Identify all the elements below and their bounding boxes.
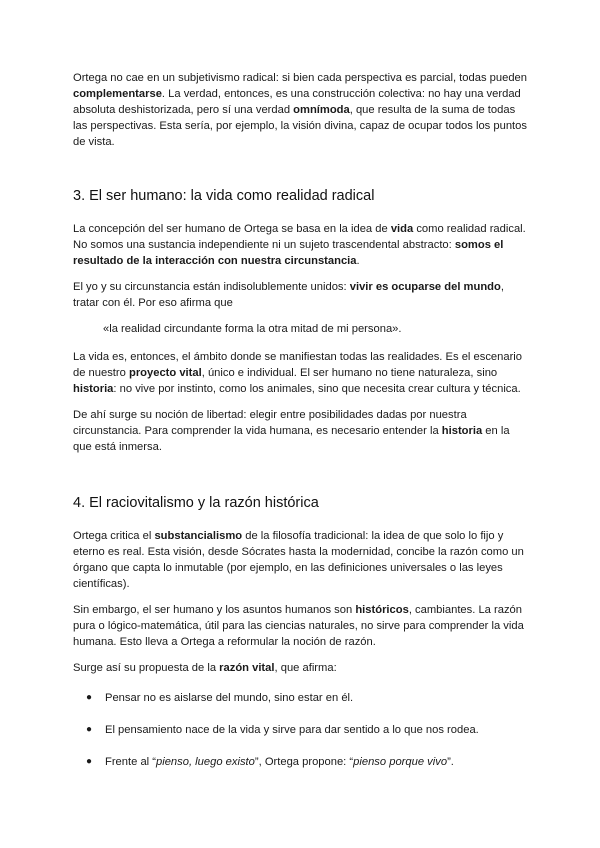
- list-item: ● Pensar no es aislarse del mundo, sino estar en él.: [86, 692, 354, 704]
- section-3-paragraph-4: De ahí surge su noción de libertad: elegir entre posibilidades dadas por nuestra circunstancia. Para comprender la vida humana, es necesario entender la historia en la que está inmersa.: [73, 409, 510, 453]
- section-3-paragraph-1: La concepción del ser humano de Ortega se basa en la idea de vida como realidad radical. No somos una sustancia independiente ni un sujeto trascendental abstracto: somos el resultado de la interacción con nuestra circunstancia.: [73, 223, 526, 267]
- section-3-paragraph-2: El yo y su circunstancia están indisolublemente unidos: vivir es ocuparse del mundo, tratar con él. Por eso afirma que: [73, 281, 504, 309]
- list-item: ● Frente al “pienso, luego existo”, Ortega propone: “pienso porque vivo”.: [86, 756, 454, 768]
- list-item: ● El pensamiento nace de la vida y sirve para dar sentido a lo que nos rodea.: [86, 724, 479, 736]
- bullet-icon: ●: [86, 724, 93, 735]
- bullet-icon: ●: [86, 692, 93, 703]
- bullet-icon: ●: [86, 756, 93, 767]
- intro-paragraph: Ortega no cae en un subjetivismo radical: si bien cada perspectiva es parcial, todas pueden complementarse. La verdad, entonces, es una construcción colectiva: no hay una verdad absoluta deshistorizada, pero sí una verdad omnímoda, que resulta de la suma de todas las perspectivas. Esta sería, por ejemplo, la visión divina, capaz de ocupar todos los puntos de vista.: [73, 72, 527, 148]
- razon-vital-list: [73, 690, 531, 770]
- section-3-quote: «la realidad circundante forma la otra mitad de mi persona».: [103, 323, 402, 335]
- section-3-heading: 3. El ser humano: la vida como realidad radical: [73, 188, 375, 204]
- section-3-paragraph-3: La vida es, entonces, el ámbito donde se manifiestan todas las realidades. Es el escenario de nuestro proyecto vital, único e individual. El ser humano no tiene naturaleza, sino historia: no vive por instinto, como los animales, sino que necesita crear cultura y técnica.: [73, 351, 523, 395]
- section-4-paragraph-1: Ortega critica el substancialismo de la filosofía tradicional: la idea de que solo lo fijo y eterno es real. Esta visión, desde Sócrates hasta la modernidad, concibe la razón como un órgano que capta lo inmutable (por ejemplo, en las definiciones universales o las leyes científicas).: [73, 530, 524, 590]
- section-4-heading: 4. El raciovitalismo y la razón histórica: [73, 495, 319, 511]
- section-4-paragraph-2: Sin embargo, el ser humano y los asuntos humanos son históricos, cambiantes. La razón pura o lógico-matemática, útil para las ciencias naturales, no sirve para comprender la vida humana. Esto lleva a Ortega a reformular la noción de razón.: [73, 604, 524, 648]
- document-page: [73, 70, 531, 786]
- section-4-paragraph-3: Surge así su propuesta de la razón vital, que afirma:: [73, 662, 337, 674]
